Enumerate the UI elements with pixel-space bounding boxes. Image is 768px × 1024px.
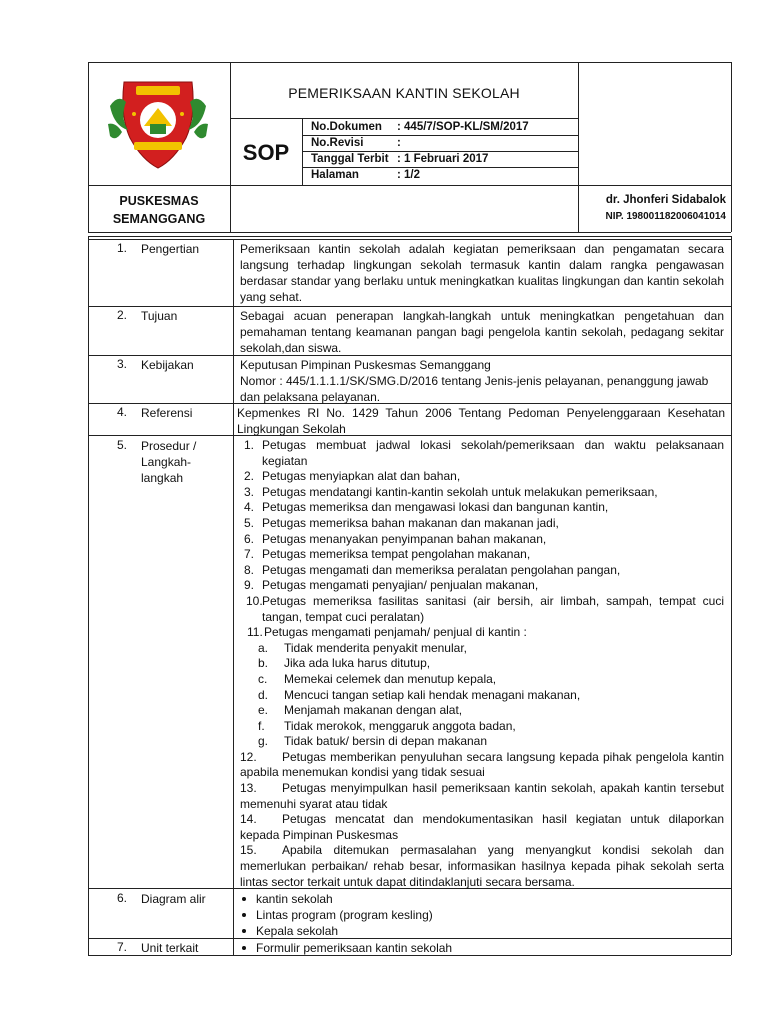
step-number: 12. (240, 749, 257, 764)
step-number: 15. (240, 843, 257, 858)
body-top-border-1 (88, 236, 731, 237)
bullet-text: kantin sekolah (256, 892, 333, 906)
bullet-text: Formulir pemeriksaan kantin sekolah (256, 941, 453, 955)
section-label: Diagram alir (141, 892, 206, 906)
section-content-kebijakan (240, 357, 724, 405)
section-line: Nomor : 445/1.1.1.1/SK/SMG.D/2016 tentang Jenis-jenis pelayanan, penanggung jawab dan pelaksana pelayanan. (240, 374, 709, 404)
substep-text: Mencuci tangan setiap kali hendak menagani makanan, (284, 687, 581, 702)
step-number: 14. (240, 812, 257, 827)
procedure-substep (240, 656, 724, 672)
label-line: Langkah- (141, 455, 192, 469)
step-text: Petugas memberikan penyuluhan secara langsung kepada pihak pengelola kantin apabila menemukan kondisi yang tidak sesuai (240, 749, 724, 780)
meta-value: : (397, 137, 401, 149)
meta-value: : 1/2 (397, 169, 421, 181)
step-text: Petugas memeriksa tempat pengolahan makanan, (262, 547, 531, 562)
meta-tanggal-terbit (311, 153, 488, 165)
row-border-1 (88, 306, 731, 307)
label-line: langkah (141, 471, 184, 485)
procedure-step (240, 812, 724, 843)
bullet-icon (242, 946, 246, 950)
header-top-border (88, 62, 731, 63)
step-text: Apabila ditemukan permasalahan yang menyangkut kondisi sekolah dan memerlukan perbaikan/ rehab besar, informasikan hasilnya kepada pihak sekolah serta lintas sector terkait untuk dapat ditindaklanjuti secara bersama. (240, 843, 724, 889)
meta-no-revisi (311, 137, 401, 149)
step-text: Petugas menanyakan penyimpanan bahan makanan, (262, 531, 547, 546)
bullet-icon (242, 913, 246, 917)
procedure-step (240, 750, 724, 781)
section-number: 6. (117, 891, 128, 905)
step-number: 13. (240, 781, 257, 796)
meta-label: Halaman (311, 169, 359, 181)
section-line: Keputusan Pimpinan Puskesmas Semanggang (240, 358, 491, 372)
signatory-name: dr. Jhonferi Sidabalok (605, 194, 726, 206)
section-label: Kebijakan (141, 358, 194, 372)
body-right-border (731, 236, 732, 955)
procedure-substep (240, 703, 724, 719)
section-label: Pengertian (141, 242, 200, 256)
bullet-item (238, 891, 722, 907)
sop-label: SOP (242, 140, 290, 165)
header-band-border (88, 185, 731, 186)
step-text: Petugas membuat jadwal lokasi sekolah/pemeriksaan dan waktu pelaksanaan kegiatan (262, 438, 724, 468)
procedure-substep (240, 688, 724, 704)
step-number: 7. (244, 547, 255, 562)
section-number: 1. (117, 241, 128, 255)
substep-letter: b. (258, 656, 269, 671)
section-label: Tujuan (141, 309, 178, 323)
section-number: 3. (117, 357, 128, 371)
procedure-step (240, 547, 724, 563)
org-line-1: PUSKESMAS (119, 194, 199, 208)
substep-letter: e. (258, 703, 269, 718)
meta-no-dokumen (311, 121, 529, 133)
procedure-substep (240, 734, 724, 750)
bullet-item (238, 907, 722, 923)
step-number: 4. (244, 500, 255, 515)
body-left-border (88, 236, 89, 955)
substep-text: Tidak merokok, menggaruk anggota badan, (284, 718, 516, 733)
header-col-sep-2 (578, 62, 579, 232)
substep-letter: a. (258, 640, 269, 655)
step-number: 8. (244, 562, 255, 577)
procedure-step (240, 532, 724, 548)
header-right-border (731, 62, 732, 232)
section-number: 5. (117, 438, 128, 452)
procedure-step (240, 578, 724, 594)
step-text: Petugas memeriksa bahan makanan dan makanan jadi, (262, 515, 559, 530)
substep-letter: d. (258, 687, 269, 702)
step-text: Petugas mencatat dan mendokumentasikan hasil kegiatan untuk dilaporkan kepada Pimpinan Puskesmas (240, 812, 724, 842)
section-content-unit-terkait (238, 940, 722, 956)
step-number: 9. (244, 578, 255, 593)
section-content-diagram-alir (238, 891, 722, 939)
section-label: Unit terkait (141, 941, 199, 955)
section-content-referensi (237, 405, 725, 437)
meta-label: No.Dokumen (311, 121, 382, 133)
bullet-text: Kepala sekolah (256, 924, 339, 938)
meta-row-line-2 (302, 151, 578, 152)
step-text: Petugas menyimpulkan hasil pemeriksaan kantin sekolah, apakah kantin tersebut memenuhi syarat atau tidak (240, 781, 724, 811)
label-line: Prosedur / (141, 439, 197, 453)
procedure-step (240, 469, 724, 485)
procedure-step (240, 485, 724, 501)
procedure-substep (240, 672, 724, 688)
step-number: 10. (246, 593, 263, 608)
step-text: Petugas menyiapkan alat dan bahan, (262, 469, 461, 484)
section-number: 7. (117, 940, 128, 954)
step-number: 1. (244, 438, 255, 452)
substep-letter: c. (258, 671, 268, 686)
procedure-step (240, 594, 724, 625)
meta-label: No.Revisi (311, 137, 364, 149)
signatory-nip: NIP. 198001182006041014 (605, 211, 726, 222)
substep-text: Menjamah makanan dengan alat, (284, 703, 463, 718)
substep-text: Tidak batuk/ bersin di depan makanan (284, 734, 488, 749)
step-text: Petugas mengamati penyajian/ penjualan makanan, (262, 578, 539, 593)
meta-label: Tanggal Terbit (311, 153, 389, 165)
header-bottom-border (88, 232, 731, 233)
section-text: Kepmenkes RI No. 1429 Tahun 2006 Tentang Pedoman Penyelenggaraan Kesehatan Lingkungan Sekolah (237, 406, 725, 436)
step-text: Petugas memeriksa dan mengawasi lokasi dan bangunan kantin, (262, 500, 609, 515)
organization-name (88, 192, 230, 228)
procedure-step (240, 843, 724, 890)
procedure-step (240, 500, 724, 516)
procedure-substep (240, 719, 724, 735)
section-label (141, 438, 196, 486)
meta-row-line-3 (302, 167, 578, 168)
step-number: 2. (244, 469, 255, 484)
section-content-tujuan (240, 308, 724, 356)
bullet-icon (242, 897, 246, 901)
bullet-item (238, 940, 722, 956)
meta-value: : 1 Februari 2017 (397, 153, 489, 165)
section-text: Sebagai acuan penerapan langkah-langkah untuk meningkatkan pengetahuan dan pemahaman tentang keamanan pangan bagi pengelola kantin sekolah, pedagang sekitar sekolah,dan siswa. (240, 309, 724, 355)
step-text: Petugas memeriksa fasilitas sanitasi (air bersih, air limbah, sampah, tempat cuci tangan, tempat cuci peralatan) (262, 593, 724, 624)
section-content-prosedur (240, 438, 724, 890)
step-number: 5. (244, 515, 255, 530)
step-text: Petugas mendatangi kantin-kantin sekolah untuk melakukan pemeriksaan, (262, 484, 658, 499)
org-line-2: SEMANGGANG (112, 212, 206, 226)
step-number: 3. (244, 484, 255, 499)
document-title: PEMERIKSAAN KANTIN SEKOLAH (288, 85, 520, 101)
step-text: Petugas mengamati penjamah/ penjual di kantin : (264, 625, 527, 640)
procedure-step (240, 516, 724, 532)
procedure-step (240, 781, 724, 812)
meta-value: : 445/7/SOP-KL/SM/2017 (397, 121, 529, 133)
bullet-item (238, 923, 722, 939)
step-text: Petugas mengamati dan memeriksa peralatan pengolahan pangan, (262, 562, 621, 577)
procedure-step (240, 625, 724, 641)
step-number: 6. (244, 531, 255, 546)
body-top-border-2 (88, 239, 731, 240)
substep-text: Memekai celemek dan menutup kepala, (284, 671, 497, 686)
meta-row-line-1 (302, 135, 578, 136)
procedure-substep (240, 641, 724, 657)
substep-letter: f. (258, 718, 265, 733)
section-content-pengertian (240, 241, 724, 305)
substep-text: Jika ada luka harus ditutup, (284, 656, 431, 671)
bullet-text: Lintas program (program kesling) (256, 908, 433, 922)
section-number: 4. (117, 405, 128, 419)
bullet-icon (242, 929, 246, 933)
procedure-step (240, 438, 724, 469)
meta-halaman (311, 169, 420, 181)
section-label: Referensi (141, 406, 193, 420)
logo-emblem (104, 76, 212, 172)
section-number: 2. (117, 308, 128, 322)
body-col-sep (233, 239, 234, 955)
procedure-step (240, 563, 724, 579)
substep-text: Tidak menderita penyakit menular, (284, 640, 467, 655)
step-number: 11. (247, 625, 263, 640)
substep-letter: g. (258, 734, 269, 749)
title-row-border (230, 118, 578, 119)
section-text: Pemeriksaan kantin sekolah adalah kegiatan pemeriksaan dan pengamatan secara langsung terhadap lingkungan sekolah termasuk kantin dalam rangka pengawasan berdasar standar yang berlaku untuk meningkatkan kualitas lingkungan dan kantin sekolah yang sehat. (240, 242, 724, 304)
